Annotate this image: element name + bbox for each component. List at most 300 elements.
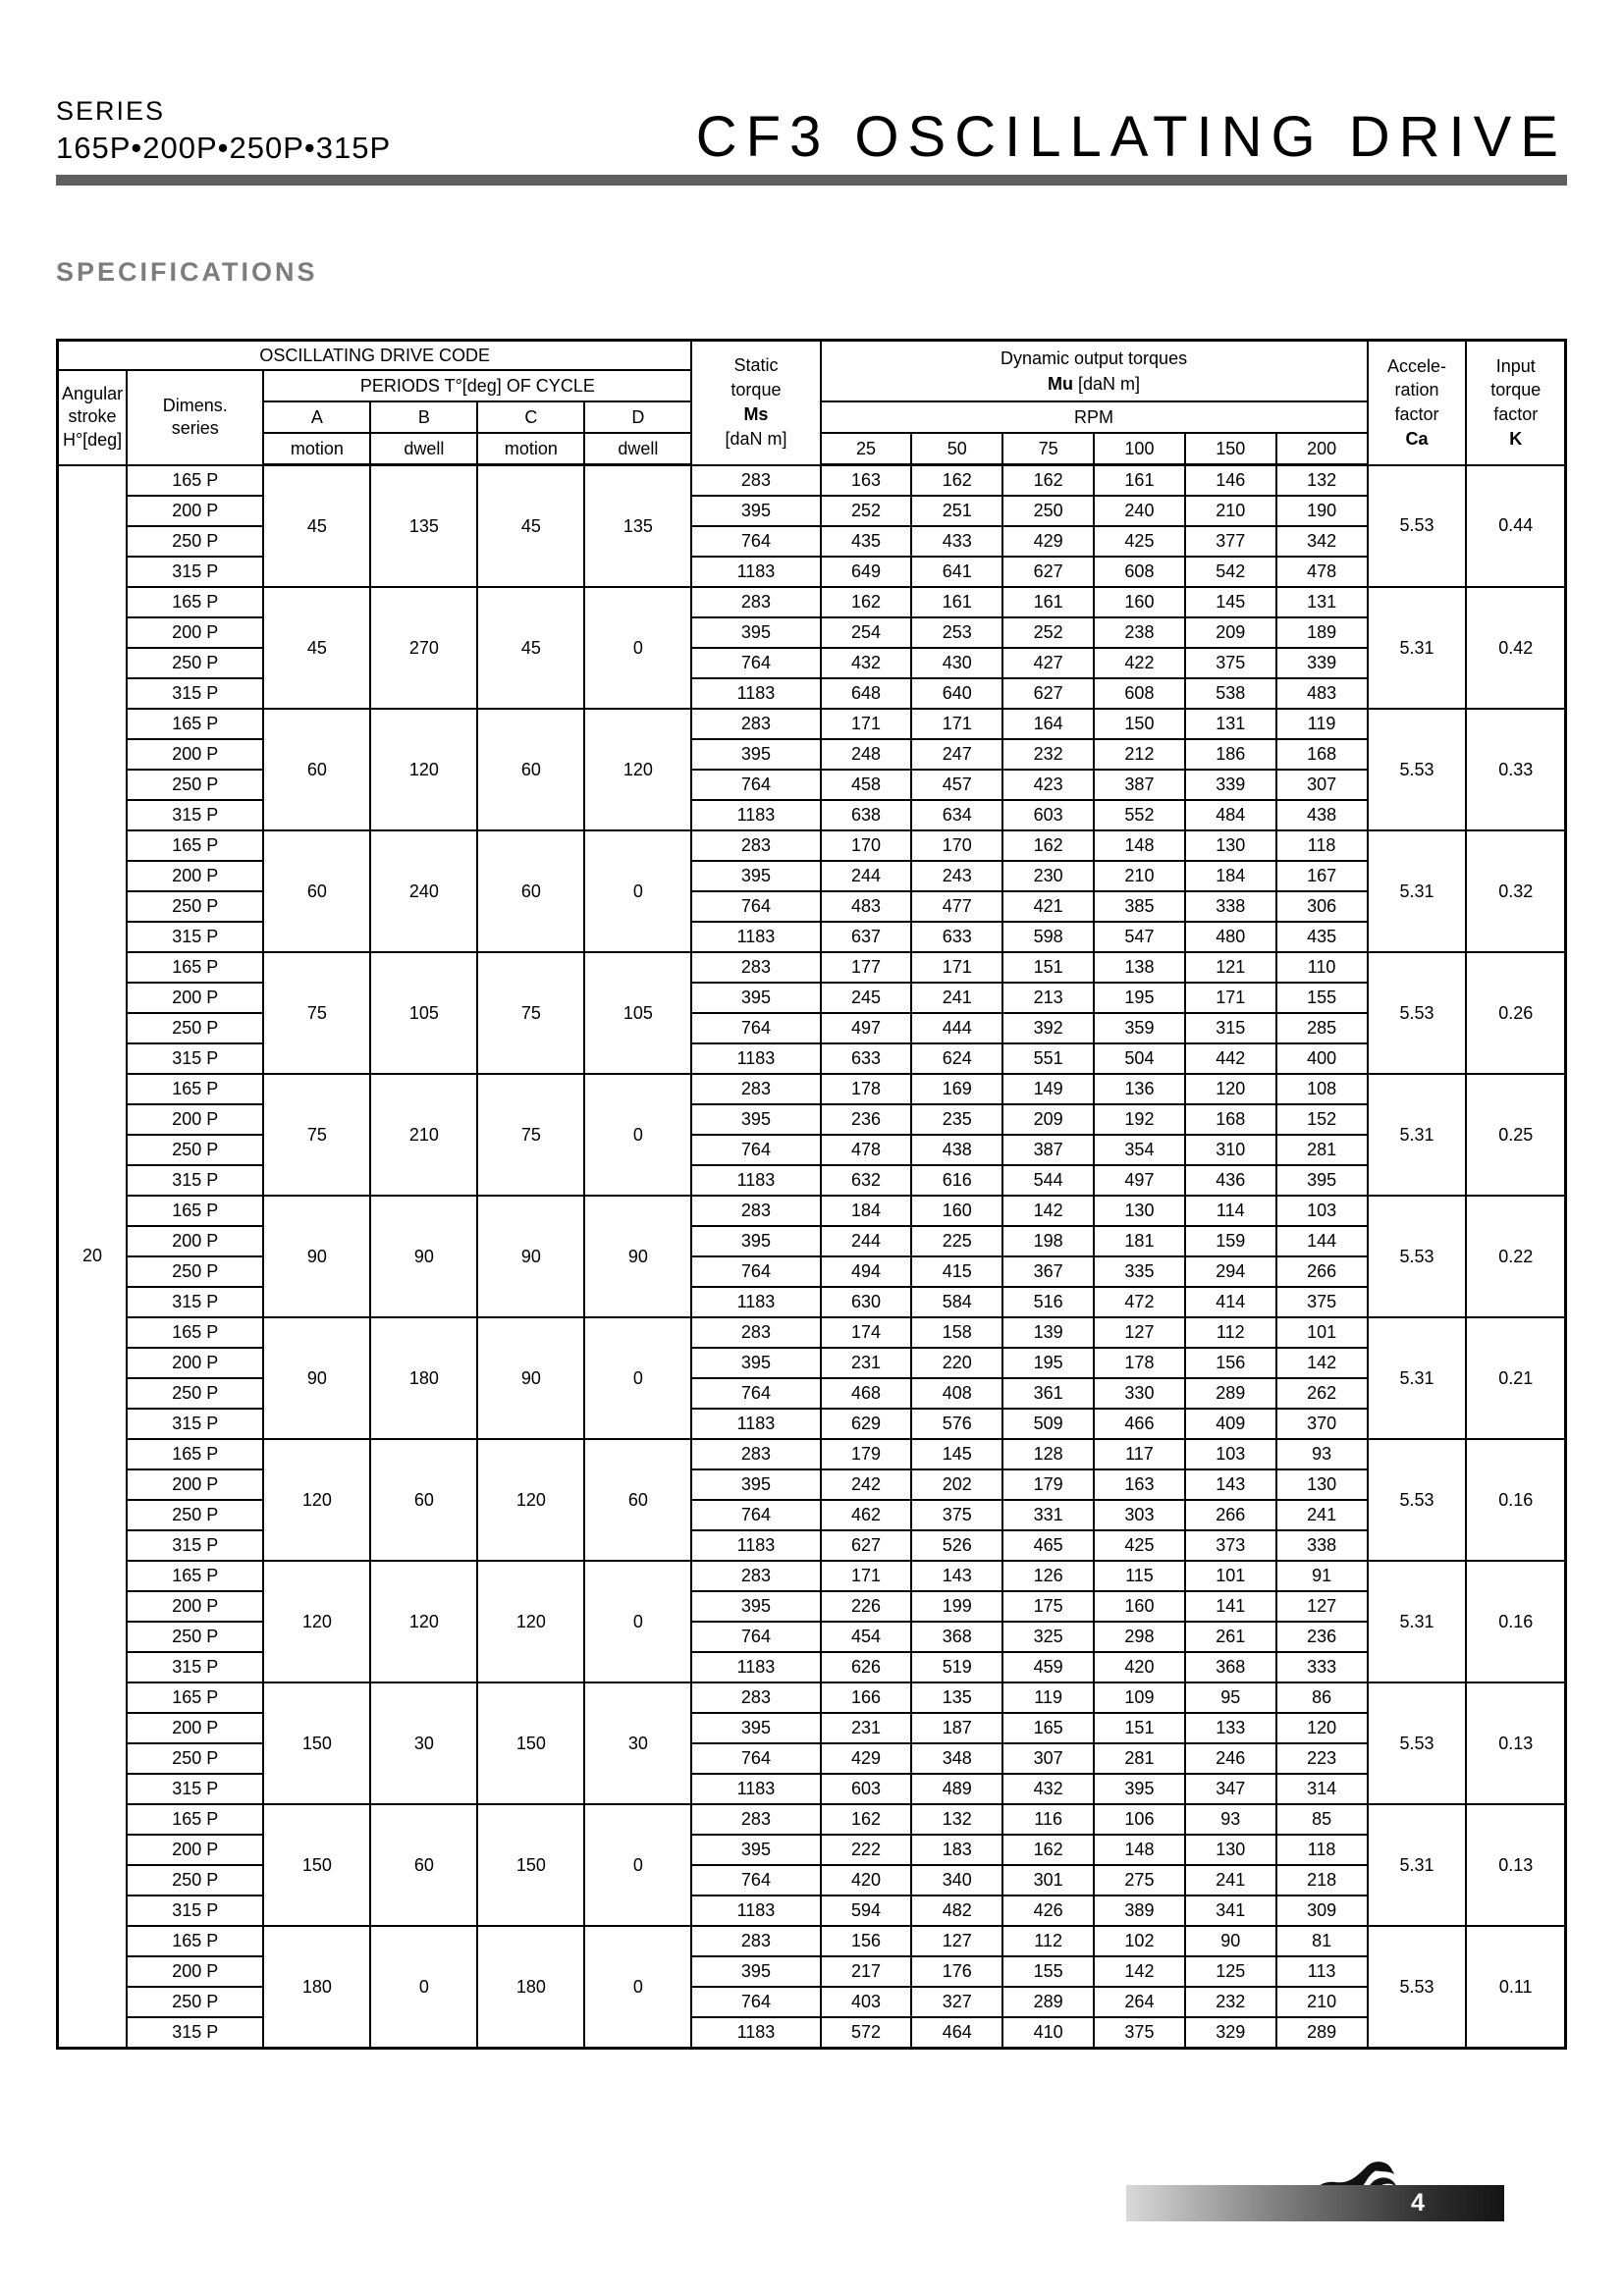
series-cell: 200 P bbox=[127, 1713, 263, 1743]
dynamic-torque-cell-rpm25: 494 bbox=[821, 1256, 912, 1287]
header-type-b: dwell bbox=[370, 433, 477, 465]
dynamic-torque-cell-rpm25: 627 bbox=[821, 1530, 912, 1561]
dynamic-torque-cell-rpm150: 120 bbox=[1185, 1074, 1276, 1104]
accel-line3: factor bbox=[1394, 404, 1439, 425]
dynamic-torque-cell-rpm200: 110 bbox=[1276, 952, 1368, 983]
dynamic-torque-cell-rpm50: 408 bbox=[911, 1378, 1002, 1409]
series-cell: 250 P bbox=[127, 1256, 263, 1287]
dynamic-torque-cell-rpm100: 275 bbox=[1094, 1865, 1185, 1896]
static-unit: [daN m] bbox=[725, 429, 787, 450]
dynamic-torque-cell-rpm100: 359 bbox=[1094, 1013, 1185, 1043]
input-torque-factor-cell: 0.26 bbox=[1466, 952, 1565, 1074]
period-a-cell: 60 bbox=[263, 709, 370, 830]
dynamic-torque-cell-rpm25: 226 bbox=[821, 1591, 912, 1622]
dynamic-torque-cell-rpm75: 459 bbox=[1002, 1652, 1094, 1682]
series-cell: 200 P bbox=[127, 1104, 263, 1135]
dynamic-torque-cell-rpm75: 161 bbox=[1002, 587, 1094, 617]
dynamic-torque-cell-rpm100: 161 bbox=[1094, 465, 1185, 497]
input-torque-factor-cell: 0.16 bbox=[1466, 1439, 1565, 1561]
series-cell: 250 P bbox=[127, 1987, 263, 2017]
dynamic-torque-cell-rpm50: 171 bbox=[911, 952, 1002, 983]
dynamic-torque-cell-rpm200: 342 bbox=[1276, 526, 1368, 557]
series-cell: 200 P bbox=[127, 1956, 263, 1987]
dynamic-torque-cell-rpm200: 281 bbox=[1276, 1135, 1368, 1165]
static-torque-cell: 395 bbox=[691, 861, 820, 891]
dynamic-torque-cell-rpm100: 151 bbox=[1094, 1713, 1185, 1743]
dynamic-torque-cell-rpm100: 264 bbox=[1094, 1987, 1185, 2017]
dynamic-torque-cell-rpm75: 155 bbox=[1002, 1956, 1094, 1987]
series-cell: 200 P bbox=[127, 983, 263, 1013]
dynamic-torque-cell-rpm50: 199 bbox=[911, 1591, 1002, 1622]
header-period-d: D bbox=[584, 401, 691, 433]
dynamic-torque-cell-rpm25: 454 bbox=[821, 1622, 912, 1652]
dynamic-torque-cell-rpm25: 174 bbox=[821, 1317, 912, 1348]
dynamic-torque-cell-rpm50: 183 bbox=[911, 1835, 1002, 1865]
static-torque-cell: 764 bbox=[691, 891, 820, 922]
dynamic-torque-cell-rpm200: 127 bbox=[1276, 1591, 1368, 1622]
dynamic-torque-cell-rpm200: 91 bbox=[1276, 1561, 1368, 1591]
dynamic-torque-cell-rpm150: 146 bbox=[1185, 465, 1276, 497]
dimens-line1: Dimens. bbox=[162, 395, 228, 415]
dynamic-torque-cell-rpm25: 648 bbox=[821, 678, 912, 709]
dynamic-torque-cell-rpm200: 85 bbox=[1276, 1804, 1368, 1835]
static-torque-cell: 283 bbox=[691, 830, 820, 861]
dynamic-torque-cell-rpm50: 348 bbox=[911, 1743, 1002, 1774]
dynamic-torque-cell-rpm50: 127 bbox=[911, 1926, 1002, 1956]
period-c-cell: 60 bbox=[477, 709, 584, 830]
dynamic-torque-cell-rpm150: 373 bbox=[1185, 1530, 1276, 1561]
period-a-cell: 180 bbox=[263, 1926, 370, 2049]
dynamic-torque-cell-rpm200: 338 bbox=[1276, 1530, 1368, 1561]
dynamic-torque-cell-rpm150: 121 bbox=[1185, 952, 1276, 983]
spec-row bbox=[58, 952, 1566, 983]
angular-line2: stroke bbox=[68, 406, 117, 427]
header-static-torque bbox=[691, 341, 820, 465]
static-torque-cell: 395 bbox=[691, 1713, 820, 1743]
dynamic-torque-cell-rpm150: 368 bbox=[1185, 1652, 1276, 1682]
period-a-cell: 120 bbox=[263, 1561, 370, 1682]
accel-line2: ration bbox=[1394, 380, 1439, 400]
dynamic-torque-cell-rpm150: 414 bbox=[1185, 1287, 1276, 1317]
dynamic-torque-cell-rpm75: 392 bbox=[1002, 1013, 1094, 1043]
static-torque-cell: 1183 bbox=[691, 922, 820, 952]
dynamic-torque-cell-rpm200: 155 bbox=[1276, 983, 1368, 1013]
series-cell: 250 P bbox=[127, 770, 263, 800]
header-type-a: motion bbox=[263, 433, 370, 465]
spec-row bbox=[58, 1074, 1566, 1104]
dynamic-torque-cell-rpm25: 629 bbox=[821, 1409, 912, 1439]
dynamic-torque-cell-rpm150: 131 bbox=[1185, 709, 1276, 739]
period-a-cell: 45 bbox=[263, 465, 370, 588]
input-line2: torque bbox=[1490, 380, 1542, 400]
static-torque-cell: 764 bbox=[691, 1378, 820, 1409]
dynamic-torque-cell-rpm75: 307 bbox=[1002, 1743, 1094, 1774]
dynamic-torque-cell-rpm150: 90 bbox=[1185, 1926, 1276, 1956]
dynamic-torque-cell-rpm50: 145 bbox=[911, 1439, 1002, 1469]
series-cell: 315 P bbox=[127, 1165, 263, 1196]
dynamic-torque-cell-rpm75: 162 bbox=[1002, 830, 1094, 861]
period-d-cell: 30 bbox=[584, 1682, 691, 1804]
series-block bbox=[56, 96, 391, 166]
dynamic-torque-cell-rpm50: 171 bbox=[911, 709, 1002, 739]
acceleration-factor-cell: 5.53 bbox=[1368, 1196, 1467, 1317]
dynamic-torque-cell-rpm150: 101 bbox=[1185, 1561, 1276, 1591]
dynamic-torque-cell-rpm50: 433 bbox=[911, 526, 1002, 557]
static-torque-cell: 395 bbox=[691, 617, 820, 648]
dynamic-torque-cell-rpm100: 178 bbox=[1094, 1348, 1185, 1378]
dynamic-torque-cell-rpm100: 130 bbox=[1094, 1196, 1185, 1226]
static-torque-cell: 283 bbox=[691, 587, 820, 617]
static-torque-cell: 395 bbox=[691, 1835, 820, 1865]
static-torque-cell: 764 bbox=[691, 770, 820, 800]
dynamic-torque-cell-rpm100: 181 bbox=[1094, 1226, 1185, 1256]
dynamic-torque-cell-rpm50: 143 bbox=[911, 1561, 1002, 1591]
dynamic-torque-cell-rpm25: 462 bbox=[821, 1500, 912, 1530]
dynamic-torque-cell-rpm25: 637 bbox=[821, 922, 912, 952]
static-torque-cell: 764 bbox=[691, 1987, 820, 2017]
dynamic-torque-cell-rpm200: 483 bbox=[1276, 678, 1368, 709]
dynamic-torque-cell-rpm200: 167 bbox=[1276, 861, 1368, 891]
dynamic-torque-cell-rpm200: 333 bbox=[1276, 1652, 1368, 1682]
spec-row bbox=[58, 465, 1566, 497]
dynamic-torque-cell-rpm50: 477 bbox=[911, 891, 1002, 922]
dynamic-torque-cell-rpm75: 149 bbox=[1002, 1074, 1094, 1104]
period-b-cell: 120 bbox=[370, 1561, 477, 1682]
series-cell: 315 P bbox=[127, 1530, 263, 1561]
dynamic-torque-cell-rpm150: 480 bbox=[1185, 922, 1276, 952]
dynamic-torque-cell-rpm25: 231 bbox=[821, 1348, 912, 1378]
dynamic-torque-cell-rpm25: 458 bbox=[821, 770, 912, 800]
dynamic-torque-cell-rpm200: 236 bbox=[1276, 1622, 1368, 1652]
dynamic-torque-cell-rpm50: 584 bbox=[911, 1287, 1002, 1317]
period-d-cell: 0 bbox=[584, 830, 691, 952]
static-torque-cell: 395 bbox=[691, 1104, 820, 1135]
header-type-d: dwell bbox=[584, 433, 691, 465]
dynamic-torque-cell-rpm75: 423 bbox=[1002, 770, 1094, 800]
dynamic-torque-cell-rpm75: 426 bbox=[1002, 1896, 1094, 1926]
static-torque-cell: 1183 bbox=[691, 1287, 820, 1317]
dynamic-torque-cell-rpm200: 142 bbox=[1276, 1348, 1368, 1378]
dynamic-torque-cell-rpm25: 245 bbox=[821, 983, 912, 1013]
dynamic-torque-cell-rpm75: 603 bbox=[1002, 800, 1094, 830]
dynamic-torque-cell-rpm75: 627 bbox=[1002, 557, 1094, 587]
static-torque-cell: 395 bbox=[691, 1226, 820, 1256]
dynamic-torque-cell-rpm25: 178 bbox=[821, 1074, 912, 1104]
dynamic-torque-cell-rpm150: 130 bbox=[1185, 830, 1276, 861]
series-cell: 315 P bbox=[127, 1652, 263, 1682]
dynamic-torque-cell-rpm150: 112 bbox=[1185, 1317, 1276, 1348]
dynamic-torque-cell-rpm100: 552 bbox=[1094, 800, 1185, 830]
series-cell: 250 P bbox=[127, 526, 263, 557]
input-line3: factor bbox=[1493, 404, 1539, 425]
header-period-b: B bbox=[370, 401, 477, 433]
series-cell: 200 P bbox=[127, 1591, 263, 1622]
dynamic-torque-cell-rpm100: 375 bbox=[1094, 2017, 1185, 2049]
dynamic-torque-cell-rpm200: 435 bbox=[1276, 922, 1368, 952]
dynamic-torque-cell-rpm75: 142 bbox=[1002, 1196, 1094, 1226]
dynamic-torque-cell-rpm25: 217 bbox=[821, 1956, 912, 1987]
dynamic-torque-cell-rpm100: 420 bbox=[1094, 1652, 1185, 1682]
static-torque-cell: 283 bbox=[691, 952, 820, 983]
period-d-cell: 0 bbox=[584, 1561, 691, 1682]
dynamic-torque-cell-rpm75: 198 bbox=[1002, 1226, 1094, 1256]
dynamic-torque-cell-rpm75: 516 bbox=[1002, 1287, 1094, 1317]
static-torque-cell: 1183 bbox=[691, 1165, 820, 1196]
series-cell: 315 P bbox=[127, 1287, 263, 1317]
series-cell: 165 P bbox=[127, 465, 263, 497]
static-torque-cell: 283 bbox=[691, 465, 820, 497]
acceleration-factor-cell: 5.31 bbox=[1368, 830, 1467, 952]
dynamic-torque-cell-rpm100: 148 bbox=[1094, 830, 1185, 861]
static-torque-cell: 283 bbox=[691, 1317, 820, 1348]
dynamic-torque-cell-rpm150: 347 bbox=[1185, 1774, 1276, 1804]
series-cell: 165 P bbox=[127, 1561, 263, 1591]
static-torque-cell: 395 bbox=[691, 1348, 820, 1378]
dynamic-torque-cell-rpm50: 247 bbox=[911, 739, 1002, 770]
dynamic-torque-cell-rpm200: 103 bbox=[1276, 1196, 1368, 1226]
dynamic-torque-cell-rpm100: 472 bbox=[1094, 1287, 1185, 1317]
header-period-c: C bbox=[477, 401, 584, 433]
dynamic-torque-cell-rpm25: 163 bbox=[821, 465, 912, 497]
series-cell: 315 P bbox=[127, 1896, 263, 1926]
static-torque-cell: 395 bbox=[691, 1469, 820, 1500]
input-torque-factor-cell: 0.22 bbox=[1466, 1196, 1565, 1317]
period-c-cell: 75 bbox=[477, 952, 584, 1074]
series-cell: 315 P bbox=[127, 678, 263, 709]
dynamic-torque-cell-rpm100: 212 bbox=[1094, 739, 1185, 770]
period-b-cell: 0 bbox=[370, 1926, 477, 2049]
dynamic-torque-cell-rpm50: 225 bbox=[911, 1226, 1002, 1256]
input-torque-factor-cell: 0.32 bbox=[1466, 830, 1565, 952]
period-b-cell: 135 bbox=[370, 465, 477, 588]
spec-row bbox=[58, 830, 1566, 861]
period-a-cell: 90 bbox=[263, 1317, 370, 1439]
dynamic-torque-cell-rpm25: 630 bbox=[821, 1287, 912, 1317]
dynamic-torque-cell-rpm50: 482 bbox=[911, 1896, 1002, 1926]
dynamic-torque-cell-rpm150: 145 bbox=[1185, 587, 1276, 617]
period-a-cell: 45 bbox=[263, 587, 370, 709]
spec-row bbox=[58, 709, 1566, 739]
static-torque-cell: 1183 bbox=[691, 1774, 820, 1804]
period-d-cell: 120 bbox=[584, 709, 691, 830]
dynamic-torque-cell-rpm200: 223 bbox=[1276, 1743, 1368, 1774]
static-torque-cell: 764 bbox=[691, 1743, 820, 1774]
series-cell: 315 P bbox=[127, 1774, 263, 1804]
header-acceleration-factor bbox=[1368, 341, 1467, 465]
dynamic-torque-cell-rpm100: 425 bbox=[1094, 1530, 1185, 1561]
period-b-cell: 270 bbox=[370, 587, 477, 709]
period-d-cell: 0 bbox=[584, 1317, 691, 1439]
masthead bbox=[56, 96, 1567, 186]
dynamic-torque-cell-rpm100: 127 bbox=[1094, 1317, 1185, 1348]
dynamic-torque-cell-rpm100: 117 bbox=[1094, 1439, 1185, 1469]
static-torque-cell: 1183 bbox=[691, 557, 820, 587]
dynamic-torque-cell-rpm150: 241 bbox=[1185, 1865, 1276, 1896]
dynamic-torque-cell-rpm75: 325 bbox=[1002, 1622, 1094, 1652]
dynamic-torque-cell-rpm150: 159 bbox=[1185, 1226, 1276, 1256]
period-c-cell: 60 bbox=[477, 830, 584, 952]
dynamic-torque-cell-rpm200: 370 bbox=[1276, 1409, 1368, 1439]
period-b-cell: 180 bbox=[370, 1317, 477, 1439]
input-torque-factor-cell: 0.25 bbox=[1466, 1074, 1565, 1196]
period-c-cell: 45 bbox=[477, 587, 584, 709]
dynamic-torque-cell-rpm100: 192 bbox=[1094, 1104, 1185, 1135]
dynamic-torque-cell-rpm100: 608 bbox=[1094, 557, 1185, 587]
dynamic-torque-cell-rpm150: 341 bbox=[1185, 1896, 1276, 1926]
dynamic-torque-cell-rpm25: 420 bbox=[821, 1865, 912, 1896]
dynamic-torque-cell-rpm75: 139 bbox=[1002, 1317, 1094, 1348]
static-torque-cell: 283 bbox=[691, 1682, 820, 1713]
dynamic-torque-cell-rpm75: 551 bbox=[1002, 1043, 1094, 1074]
accel-line1: Accele- bbox=[1386, 355, 1446, 376]
static-torque-cell: 283 bbox=[691, 1074, 820, 1104]
dynamic-torque-cell-rpm25: 632 bbox=[821, 1165, 912, 1196]
header-rpm-50: 50 bbox=[911, 433, 1002, 465]
dynamic-torque-cell-rpm150: 168 bbox=[1185, 1104, 1276, 1135]
dynamic-torque-cell-rpm150: 133 bbox=[1185, 1713, 1276, 1743]
period-a-cell: 60 bbox=[263, 830, 370, 952]
header-dimens-series bbox=[127, 370, 263, 465]
static-torque-cell: 395 bbox=[691, 496, 820, 526]
static-torque-cell: 1183 bbox=[691, 1896, 820, 1926]
static-torque-cell: 764 bbox=[691, 1622, 820, 1652]
dynamic-torque-cell-rpm50: 187 bbox=[911, 1713, 1002, 1743]
static-torque-cell: 764 bbox=[691, 526, 820, 557]
period-d-cell: 0 bbox=[584, 1074, 691, 1196]
dynamic-torque-cell-rpm200: 395 bbox=[1276, 1165, 1368, 1196]
dynamic-torque-cell-rpm200: 118 bbox=[1276, 1835, 1368, 1865]
static-torque-cell: 764 bbox=[691, 1135, 820, 1165]
series-cell: 250 P bbox=[127, 1378, 263, 1409]
dynamic-torque-cell-rpm200: 119 bbox=[1276, 709, 1368, 739]
dynamic-torque-cell-rpm25: 162 bbox=[821, 1804, 912, 1835]
dynamic-torque-cell-rpm150: 375 bbox=[1185, 648, 1276, 678]
series-cell: 165 P bbox=[127, 1926, 263, 1956]
dynamic-torque-cell-rpm50: 340 bbox=[911, 1865, 1002, 1896]
dynamic-torque-cell-rpm50: 464 bbox=[911, 2017, 1002, 2049]
dynamic-torque-cell-rpm25: 572 bbox=[821, 2017, 912, 2049]
dynamic-torque-cell-rpm100: 389 bbox=[1094, 1896, 1185, 1926]
dynamic-torque-cell-rpm25: 638 bbox=[821, 800, 912, 830]
dynamic-torque-cell-rpm150: 130 bbox=[1185, 1835, 1276, 1865]
dynamic-torque-cell-rpm50: 132 bbox=[911, 1804, 1002, 1835]
accel-symbol: Ca bbox=[1405, 429, 1429, 450]
dynamic-torque-cell-rpm75: 410 bbox=[1002, 2017, 1094, 2049]
acceleration-factor-cell: 5.53 bbox=[1368, 709, 1467, 830]
series-cell: 250 P bbox=[127, 1013, 263, 1043]
dynamic-torque-cell-rpm25: 435 bbox=[821, 526, 912, 557]
dynamic-torque-cell-rpm150: 184 bbox=[1185, 861, 1276, 891]
dynamic-torque-cell-rpm75: 128 bbox=[1002, 1439, 1094, 1469]
dynamic-torque-cell-rpm100: 281 bbox=[1094, 1743, 1185, 1774]
dynamic-torque-cell-rpm75: 119 bbox=[1002, 1682, 1094, 1713]
acceleration-factor-cell: 5.53 bbox=[1368, 952, 1467, 1074]
dynamic-torque-cell-rpm50: 616 bbox=[911, 1165, 1002, 1196]
series-cell: 250 P bbox=[127, 1743, 263, 1774]
dynamic-torque-cell-rpm200: 478 bbox=[1276, 557, 1368, 587]
dynamic-torque-cell-rpm200: 266 bbox=[1276, 1256, 1368, 1287]
input-torque-factor-cell: 0.13 bbox=[1466, 1804, 1565, 1926]
dynamic-torque-cell-rpm150: 289 bbox=[1185, 1378, 1276, 1409]
dynamic-torque-cell-rpm150: 246 bbox=[1185, 1743, 1276, 1774]
acceleration-factor-cell: 5.31 bbox=[1368, 1074, 1467, 1196]
dynamic-torque-cell-rpm150: 377 bbox=[1185, 526, 1276, 557]
period-b-cell: 60 bbox=[370, 1439, 477, 1561]
dynamic-torque-cell-rpm25: 403 bbox=[821, 1987, 912, 2017]
period-b-cell: 90 bbox=[370, 1196, 477, 1317]
spec-row bbox=[58, 1317, 1566, 1348]
series-cell: 165 P bbox=[127, 1074, 263, 1104]
header-rpm: RPM bbox=[821, 401, 1368, 433]
input-torque-factor-cell: 0.21 bbox=[1466, 1317, 1565, 1439]
dynamic-torque-cell-rpm25: 231 bbox=[821, 1713, 912, 1743]
dynamic-torque-cell-rpm50: 170 bbox=[911, 830, 1002, 861]
spec-row bbox=[58, 1926, 1566, 1956]
dynamic-torque-cell-rpm50: 241 bbox=[911, 983, 1002, 1013]
dynamic-torque-cell-rpm200: 144 bbox=[1276, 1226, 1368, 1256]
input-torque-factor-cell: 0.11 bbox=[1466, 1926, 1565, 2049]
dynamic-torque-cell-rpm200: 86 bbox=[1276, 1682, 1368, 1713]
period-b-cell: 60 bbox=[370, 1804, 477, 1926]
dynamic-torque-cell-rpm50: 634 bbox=[911, 800, 1002, 830]
dynamic-torque-cell-rpm50: 526 bbox=[911, 1530, 1002, 1561]
series-cell: 250 P bbox=[127, 1500, 263, 1530]
dynamic-torque-cell-rpm150: 209 bbox=[1185, 617, 1276, 648]
period-a-cell: 150 bbox=[263, 1682, 370, 1804]
dynamic-torque-cell-rpm75: 465 bbox=[1002, 1530, 1094, 1561]
period-a-cell: 75 bbox=[263, 952, 370, 1074]
series-cell: 200 P bbox=[127, 739, 263, 770]
header-rpm-200: 200 bbox=[1276, 433, 1368, 465]
period-c-cell: 75 bbox=[477, 1074, 584, 1196]
dynamic-torque-cell-rpm75: 250 bbox=[1002, 496, 1094, 526]
dynamic-torque-cell-rpm200: 132 bbox=[1276, 465, 1368, 497]
dynamic-torque-cell-rpm150: 409 bbox=[1185, 1409, 1276, 1439]
dynamic-torque-cell-rpm25: 626 bbox=[821, 1652, 912, 1682]
dynamic-torque-cell-rpm150: 103 bbox=[1185, 1439, 1276, 1469]
static-torque-cell: 764 bbox=[691, 1865, 820, 1896]
dynamic-torque-cell-rpm75: 175 bbox=[1002, 1591, 1094, 1622]
dynamic-torque-cell-rpm200: 306 bbox=[1276, 891, 1368, 922]
dynamic-torque-cell-rpm50: 253 bbox=[911, 617, 1002, 648]
period-b-cell: 210 bbox=[370, 1074, 477, 1196]
dynamic-torque-cell-rpm100: 395 bbox=[1094, 1774, 1185, 1804]
dynamic-torque-cell-rpm150: 171 bbox=[1185, 983, 1276, 1013]
period-c-cell: 90 bbox=[477, 1317, 584, 1439]
spec-row bbox=[58, 1196, 1566, 1226]
acceleration-factor-cell: 5.53 bbox=[1368, 1682, 1467, 1804]
dynamic-torque-cell-rpm100: 504 bbox=[1094, 1043, 1185, 1074]
static-torque-cell: 283 bbox=[691, 1804, 820, 1835]
dynamic-torque-cell-rpm100: 608 bbox=[1094, 678, 1185, 709]
series-label: SERIES bbox=[56, 96, 166, 126]
period-a-cell: 120 bbox=[263, 1439, 370, 1561]
dynamic-torque-cell-rpm100: 109 bbox=[1094, 1682, 1185, 1713]
dynamic-torque-cell-rpm75: 230 bbox=[1002, 861, 1094, 891]
spec-row bbox=[58, 1804, 1566, 1835]
dynamic-torque-cell-rpm100: 150 bbox=[1094, 709, 1185, 739]
period-b-cell: 105 bbox=[370, 952, 477, 1074]
period-c-cell: 150 bbox=[477, 1804, 584, 1926]
dynamic-torque-cell-rpm150: 93 bbox=[1185, 1804, 1276, 1835]
static-torque-cell: 764 bbox=[691, 1500, 820, 1530]
dynamic-torque-cell-rpm100: 387 bbox=[1094, 770, 1185, 800]
dynamic-torque-cell-rpm150: 329 bbox=[1185, 2017, 1276, 2049]
static-torque-cell: 283 bbox=[691, 1561, 820, 1591]
static-torque-cell: 283 bbox=[691, 1196, 820, 1226]
spec-row bbox=[58, 1682, 1566, 1713]
dynamic-torque-cell-rpm200: 113 bbox=[1276, 1956, 1368, 1987]
